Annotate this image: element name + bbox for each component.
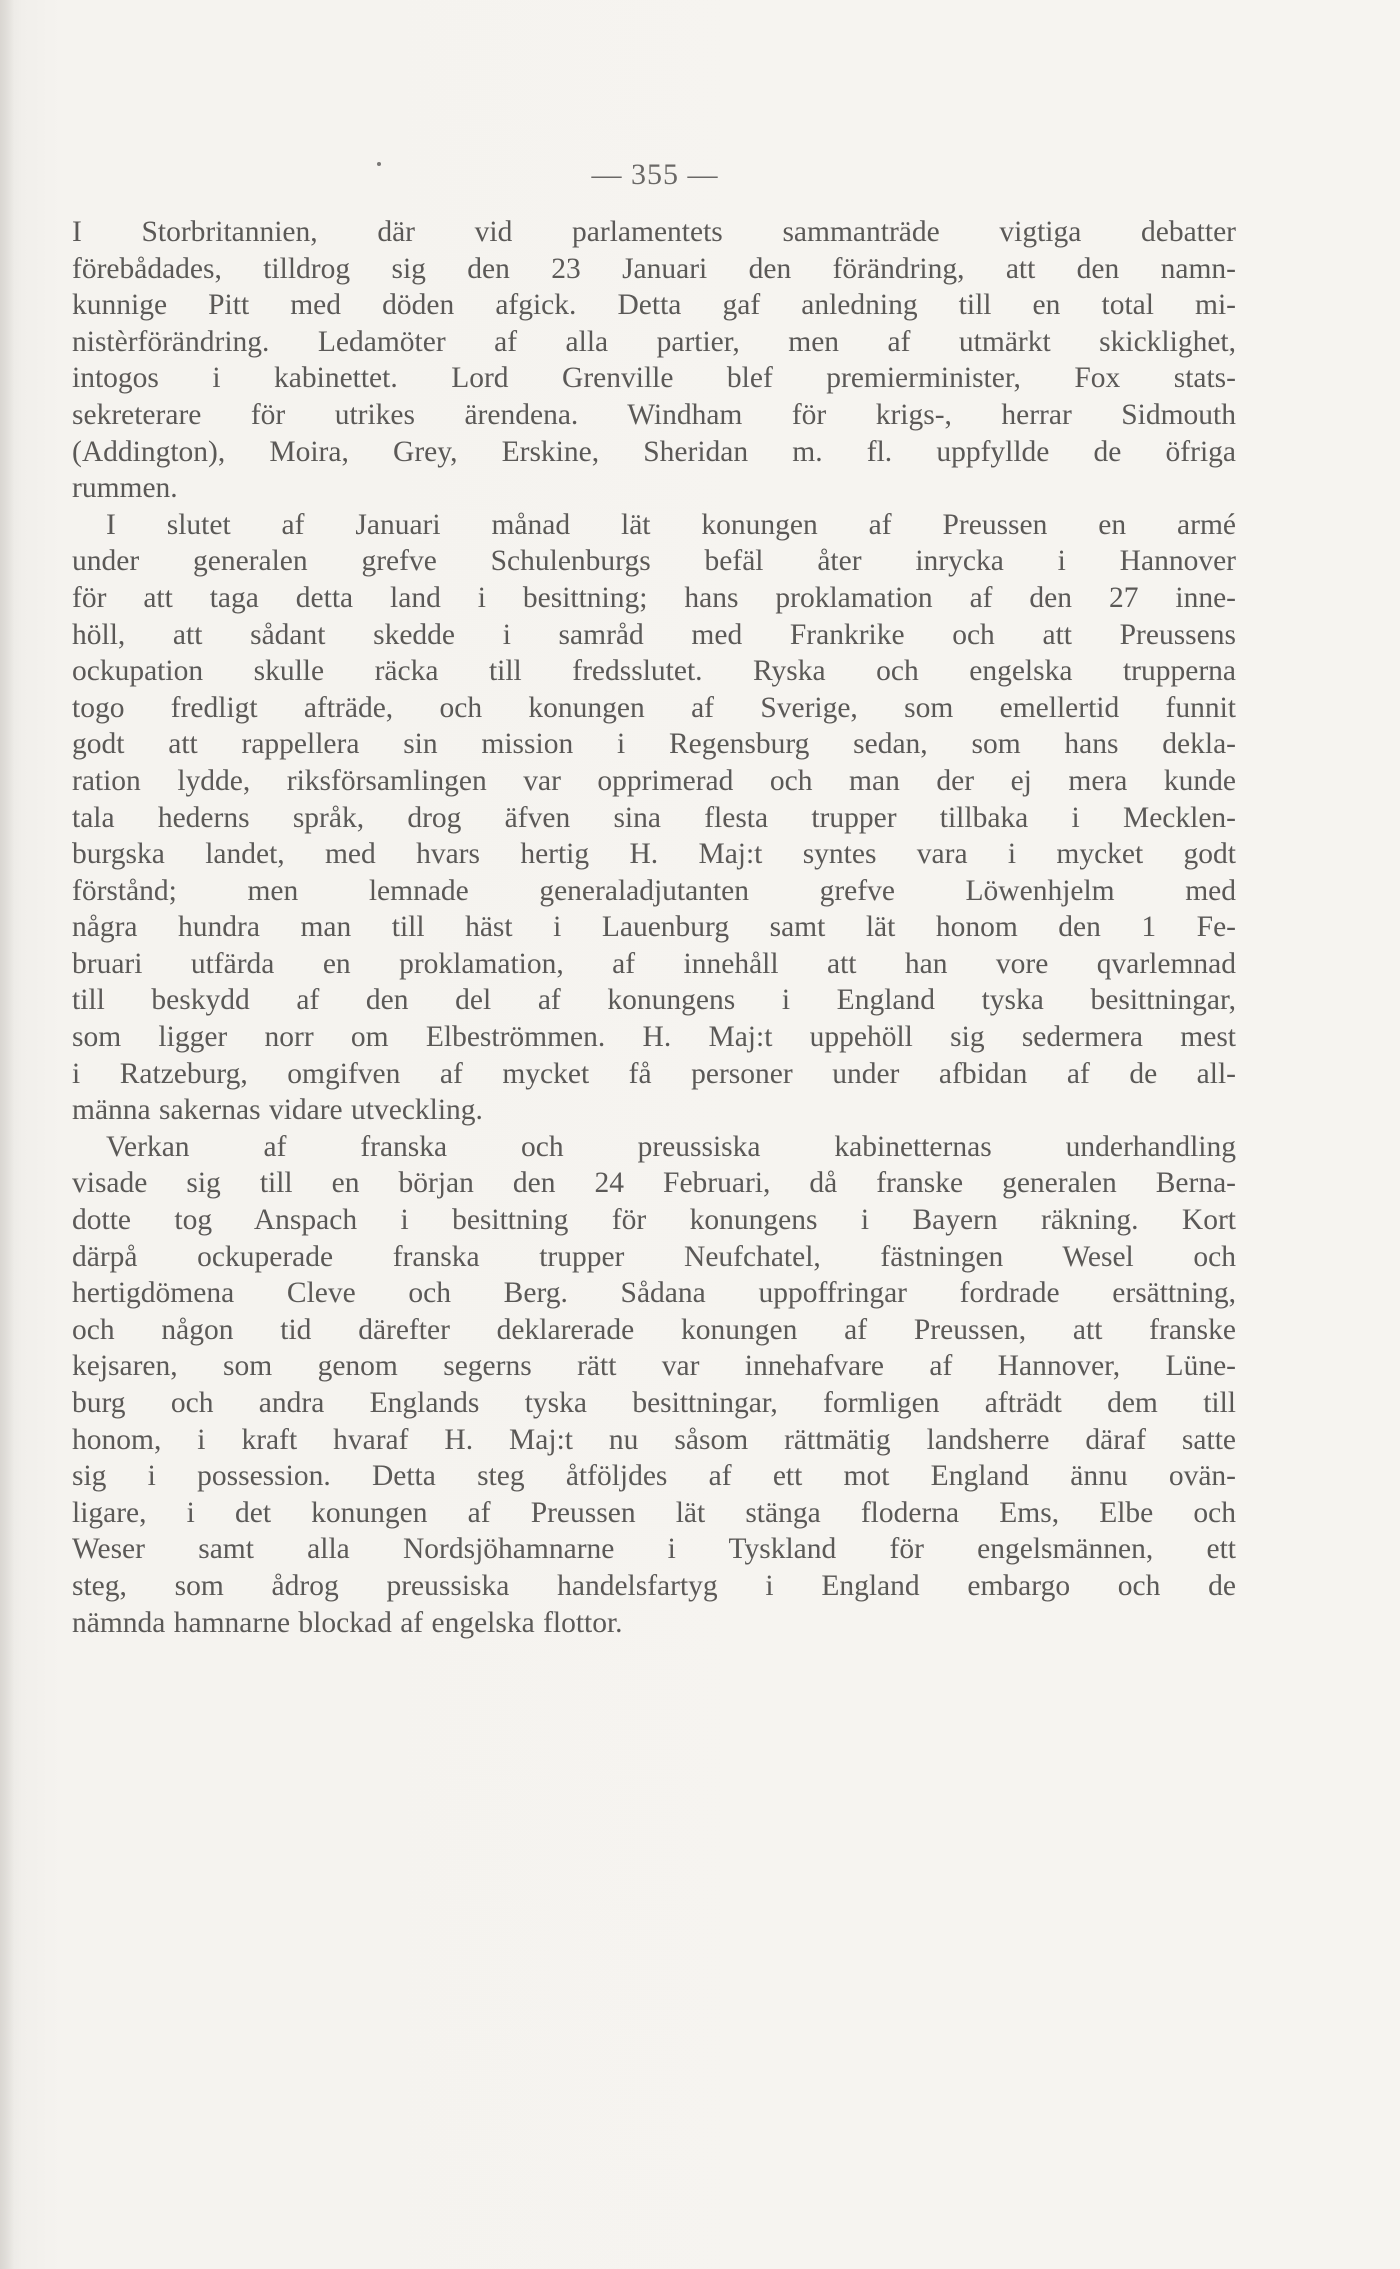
text-line: till beskydd af den del af konungens i England tyska besittningar, bbox=[72, 984, 1236, 1017]
text-line: under generalen grefve Schulenburgs befäl åter inrycka i Hannover bbox=[72, 545, 1236, 578]
page-body-text bbox=[72, 214, 1236, 1641]
text-line: burg och andra Englands tyska besittningar, formligen afträdt dem till bbox=[72, 1387, 1236, 1419]
text-line: godt att rappellera sin mission i Regensburg sedan, som hans dekla- bbox=[72, 728, 1236, 761]
paragraph-end-line: rummen. bbox=[72, 472, 178, 505]
text-line: I Storbritannien, där vid parlamentets sammanträde vigtiga debatter bbox=[72, 216, 1236, 248]
paragraph-start-line: I slutet af Januari månad lät konungen af Preussen en armé bbox=[106, 508, 1236, 541]
text-line: dotte tog Anspach i besittning för konungens i Bayern räkning. Kort bbox=[72, 1204, 1236, 1237]
text-line: burgska landet, med hvars hertig H. Maj:t syntes vara i mycket godt bbox=[72, 838, 1236, 871]
text-line: som ligger norr om Elbeströmmen. H. Maj:t uppehöll sig sedermera mest bbox=[72, 1021, 1236, 1054]
text-line: nistèrförändring. Ledamöter af alla partier, men af utmärkt skicklighet, bbox=[72, 325, 1236, 358]
text-line: honom, i kraft hvaraf H. Maj:t nu såsom rättmätig landsherre däraf satte bbox=[72, 1423, 1236, 1456]
text-line: bruari utfärda en proklamation, af innehåll att han vore qvarlemnad bbox=[72, 947, 1236, 980]
text-line: visade sig till en början den 24 Februari, då franske generalen Berna- bbox=[72, 1167, 1236, 1200]
text-line: i Ratzeburg, omgifven af mycket få personer under afbidan af de all- bbox=[72, 1057, 1236, 1090]
text-line: ockupation skulle räcka till fredsslutet. Ryska och engelska trupperna bbox=[72, 655, 1236, 688]
paragraph-end-line: männa sakernas vidare utveckling. bbox=[72, 1094, 483, 1127]
print-speck bbox=[377, 162, 381, 166]
text-line: ration lydde, riksförsamlingen var opprimerad och man der ej mera kunde bbox=[72, 764, 1236, 797]
text-line: (Addington), Moira, Grey, Erskine, Sheridan m. fl. uppfyllde de öfriga bbox=[72, 435, 1236, 468]
text-line: förstånd; men lemnade generaladjutanten grefve Löwenhjelm med bbox=[72, 874, 1236, 907]
text-line: förebådades, tilldrog sig den 23 Januari den förändring, att den namn- bbox=[72, 252, 1236, 285]
text-line: hertigdömena Cleve och Berg. Sådana uppoffringar fordrade ersättning, bbox=[72, 1277, 1236, 1310]
text-line: intogos i kabinettet. Lord Grenville blef premierminister, Fox stats- bbox=[72, 362, 1236, 395]
text-line: steg, som ådrog preussiska handelsfartyg i England embargo och de bbox=[72, 1569, 1236, 1602]
text-line: ligare, i det konungen af Preussen lät stänga floderna Ems, Elbe och bbox=[72, 1496, 1236, 1529]
text-line: togo fredligt afträde, och konungen af Sverige, som emellertid funnit bbox=[72, 691, 1236, 724]
text-line: och någon tid därefter deklarerade konungen af Preussen, att franske bbox=[72, 1313, 1236, 1346]
text-line: kejsaren, som genom segerns rätt var innehafvare af Hannover, Lüne- bbox=[72, 1350, 1236, 1383]
text-line: tala hederns språk, drog äfven sina flesta trupper tillbaka i Mecklen- bbox=[72, 801, 1236, 834]
paragraph-end-line: nämnda hamnarne blockad af engelska flottor. bbox=[72, 1606, 623, 1639]
paragraph-start-line: Verkan af franska och preussiska kabinetternas underhandling bbox=[106, 1130, 1236, 1163]
page-number: — 355 — bbox=[591, 158, 719, 191]
text-line: några hundra man till häst i Lauenburg samt lät honom den 1 Fe- bbox=[72, 911, 1236, 944]
text-line: kunnige Pitt med döden afgick. Detta gaf anledning till en total mi- bbox=[72, 289, 1236, 322]
text-line: för att taga detta land i besittning; hans proklamation af den 27 inne- bbox=[72, 581, 1236, 614]
page-edge-shadow bbox=[0, 0, 14, 2269]
text-line: Weser samt alla Nordsjöhamnarne i Tyskland för engelsmännen, ett bbox=[72, 1533, 1236, 1566]
text-line: sekreterare för utrikes ärendena. Windham för krigs-, herrar Sidmouth bbox=[72, 398, 1236, 431]
text-line: sig i possession. Detta steg åtföljdes af ett mot England ännu ovän- bbox=[72, 1460, 1236, 1493]
text-line: höll, att sådant skedde i samråd med Frankrike och att Preussens bbox=[72, 618, 1236, 651]
text-line: därpå ockuperade franska trupper Neufchatel, fästningen Wesel och bbox=[72, 1240, 1236, 1273]
